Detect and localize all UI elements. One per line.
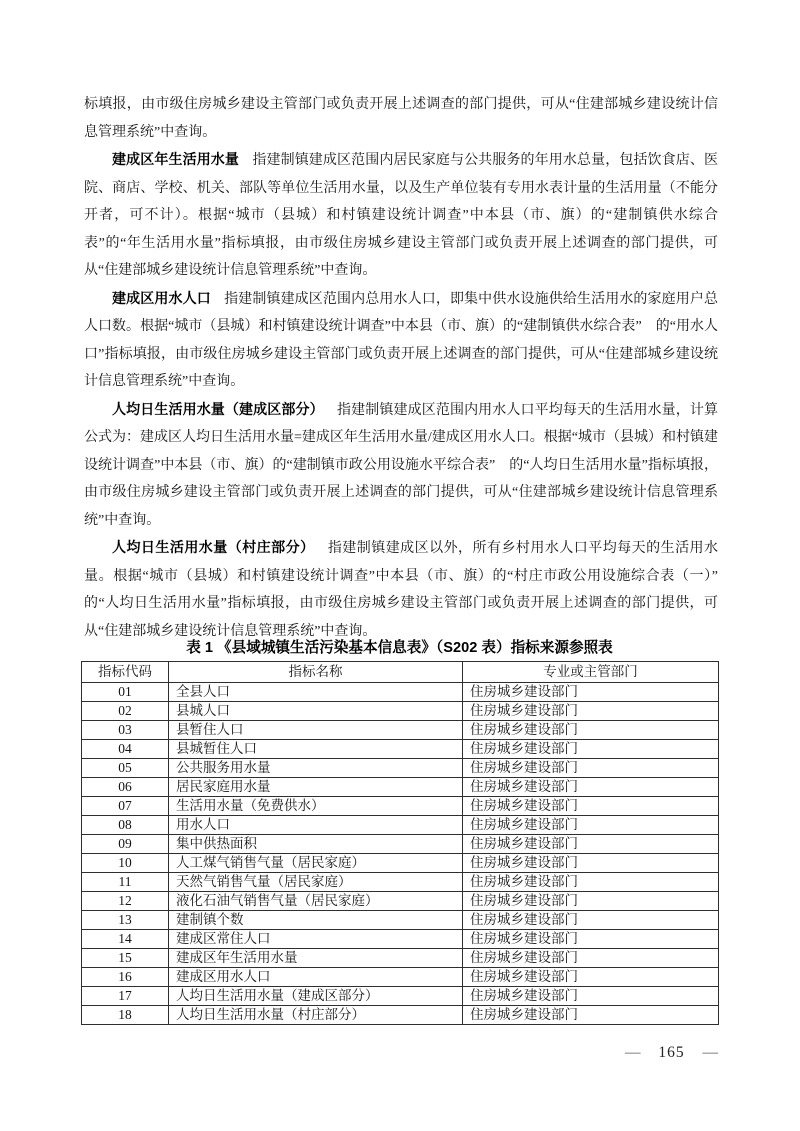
table-row bbox=[82, 721, 719, 740]
table-row bbox=[82, 854, 719, 873]
cell-code: 09 bbox=[82, 835, 169, 854]
table-body bbox=[82, 683, 719, 1025]
cell-dept: 住房城乡建设部门 bbox=[463, 835, 719, 854]
cell-code: 12 bbox=[82, 892, 169, 911]
paragraph-lead: 建成区用水人口 bbox=[112, 289, 211, 306]
cell-code: 17 bbox=[82, 987, 169, 1006]
cell-code: 13 bbox=[82, 911, 169, 930]
table-row bbox=[82, 740, 719, 759]
header-cell: 指标名称 bbox=[169, 662, 463, 683]
cell-dept: 住房城乡建设部门 bbox=[463, 683, 719, 702]
cell-code: 10 bbox=[82, 854, 169, 873]
table-row bbox=[82, 1006, 719, 1025]
cell-name: 居民家庭用水量 bbox=[169, 778, 463, 797]
paragraph-text: 指建制镇建成区范围内总用水人口，即集中供水设施供给生活用水的家庭用户总人口数。根据“城市（县城）和村镇建设统计调查”中本县（市、旗）的“建制镇供水综合表” 的“用水人口”指标填报，由市级住房城乡建设主管部门或负责开展上述调查的部门提供，可从“住建部城乡建设统计信息管理系统”中查询。 bbox=[84, 291, 719, 389]
header-cell: 专业或主管部门 bbox=[463, 662, 719, 683]
footer-dash-right: — bbox=[702, 1044, 718, 1061]
table-row bbox=[82, 835, 719, 854]
cell-code: 08 bbox=[82, 816, 169, 835]
cell-name: 县暂住人口 bbox=[169, 721, 463, 740]
paragraph-lead: 人均日生活用水量（村庄部分） bbox=[112, 539, 315, 555]
table-row bbox=[82, 702, 719, 721]
cell-dept: 住房城乡建设部门 bbox=[463, 873, 719, 892]
cell-dept: 住房城乡建设部门 bbox=[463, 949, 719, 968]
cell-name: 建成区年生活用水量 bbox=[169, 949, 463, 968]
table-row bbox=[82, 873, 719, 892]
cell-code: 06 bbox=[82, 778, 169, 797]
cell-code: 02 bbox=[82, 702, 169, 721]
cell-name: 公共服务用水量 bbox=[169, 759, 463, 778]
table-header-row bbox=[82, 662, 719, 683]
cell-dept: 住房城乡建设部门 bbox=[463, 816, 719, 835]
table-row bbox=[82, 968, 719, 987]
paragraph-lead: 建成区年生活用水量 bbox=[112, 151, 240, 167]
table-caption: 表 1 《县域城镇生活污染基本信息表》（S202 表）指标来源参照表 bbox=[186, 640, 613, 656]
table-block bbox=[81, 639, 718, 1025]
cell-dept: 住房城乡建设部门 bbox=[463, 759, 719, 778]
cell-name: 人均日生活用水量（建成区部分） bbox=[169, 987, 463, 1006]
paragraph-text: 指建制镇建成区范围内用水人口平均每天的生活用水量，计算公式为：建成区人均日生活用水量=建成区年生活用水量/建成区用水人口。根据“城市（县城）和村镇建设统计调查”中本县（市、旗）的“建制镇市政公用设施水平综合表” 的“人均日生活用水量”指标填报，由市级住房城乡建设主管部门或负责开展上述调查的部门提供，可从“住建部城乡建设统计信息管理系统”中查询。 bbox=[84, 402, 719, 528]
page-footer bbox=[84, 1044, 718, 1062]
paragraph-lead: 人均日生活用水量（建成区部分） bbox=[112, 400, 324, 417]
footer-dash-left: — bbox=[625, 1044, 641, 1061]
cell-dept: 住房城乡建设部门 bbox=[463, 930, 719, 949]
cell-name: 人工煤气销售气量（居民家庭） bbox=[169, 854, 463, 873]
table-row bbox=[82, 778, 719, 797]
paragraph bbox=[84, 91, 718, 146]
cell-dept: 住房城乡建设部门 bbox=[463, 778, 719, 797]
cell-dept: 住房城乡建设部门 bbox=[463, 797, 719, 816]
table-row bbox=[82, 683, 719, 702]
cell-name: 县城暂住人口 bbox=[169, 740, 463, 759]
indicator-source-table bbox=[81, 661, 719, 1025]
cell-code: 18 bbox=[82, 1006, 169, 1025]
cell-name: 县城人口 bbox=[169, 702, 463, 721]
body-text bbox=[84, 91, 732, 645]
cell-name: 人均日生活用水量（村庄部分） bbox=[169, 1006, 463, 1025]
cell-name: 建制镇个数 bbox=[169, 911, 463, 930]
table-row bbox=[82, 911, 719, 930]
cell-dept: 住房城乡建设部门 bbox=[463, 740, 719, 759]
cell-name: 天然气销售气量（居民家庭） bbox=[169, 873, 463, 892]
cell-code: 07 bbox=[82, 797, 169, 816]
paragraph bbox=[84, 285, 718, 396]
cell-code: 04 bbox=[82, 740, 169, 759]
table-row bbox=[82, 987, 719, 1006]
paragraph-text: 标填报，由市级住房城乡建设主管部门或负责开展上述调查的部门提供，可从“住建部城乡建设统计信息管理系统”中查询。 bbox=[84, 97, 718, 140]
table-row bbox=[82, 930, 719, 949]
cell-dept: 住房城乡建设部门 bbox=[463, 987, 719, 1006]
cell-code: 14 bbox=[82, 930, 169, 949]
cell-name: 用水人口 bbox=[169, 816, 463, 835]
cell-dept: 住房城乡建设部门 bbox=[463, 968, 719, 987]
page-number: 165 bbox=[658, 1044, 685, 1061]
cell-code: 01 bbox=[82, 683, 169, 702]
table-row bbox=[82, 949, 719, 968]
cell-name: 生活用水量（免费供水） bbox=[169, 797, 463, 816]
cell-name: 建成区用水人口 bbox=[169, 968, 463, 987]
cell-dept: 住房城乡建设部门 bbox=[463, 1006, 719, 1025]
cell-name: 集中供热面积 bbox=[169, 835, 463, 854]
cell-dept: 住房城乡建设部门 bbox=[463, 721, 719, 740]
table-row bbox=[82, 797, 719, 816]
paragraph bbox=[84, 396, 718, 535]
paragraph-text: 指建制镇建成区以外，所有乡村用水人口平均每天的生活用水量。根据“城市（县城）和村镇建设统计调查”中本县（市、旗）的“村庄市政公用设施综合表（一）” 的“人均日生活用水量”指标填报，由市级住房城乡建设主管部门或负责开展上述调查的部门提供，可从“住建部城乡建设统计信息管理系统”中查询。 bbox=[84, 541, 732, 639]
table-row bbox=[82, 759, 719, 778]
cell-name: 全县人口 bbox=[169, 683, 463, 702]
cell-name: 建成区常住人口 bbox=[169, 930, 463, 949]
table-row bbox=[82, 816, 719, 835]
cell-dept: 住房城乡建设部门 bbox=[463, 702, 719, 721]
paragraph bbox=[84, 146, 718, 285]
paragraph-text: 指建制镇建成区范围内居民家庭与公共服务的年用水总量，包括饮食店、医院、商店、学校、机关、部队等单位生活用水量，以及生产单位装有专用水表计量的生活用量（不能分开者，可不计）。根据“城市（县城）和村镇建设统计调查”中本县（市、旗）的“建制镇供水综合表”的“年生活用水量”指标填报，由市级住房城乡建设主管部门或负责开展上述调查的部门提供，可从“住建部城乡建设统计信息管理系统”中查询。 bbox=[84, 153, 719, 278]
cell-code: 15 bbox=[82, 949, 169, 968]
header-cell: 指标代码 bbox=[82, 662, 169, 683]
table-row bbox=[82, 892, 719, 911]
cell-dept: 住房城乡建设部门 bbox=[463, 911, 719, 930]
cell-code: 11 bbox=[82, 873, 169, 892]
cell-code: 05 bbox=[82, 759, 169, 778]
cell-dept: 住房城乡建设部门 bbox=[463, 854, 719, 873]
paragraph bbox=[84, 534, 732, 645]
cell-code: 03 bbox=[82, 721, 169, 740]
cell-name: 液化石油气销售气量（居民家庭） bbox=[169, 892, 463, 911]
cell-dept: 住房城乡建设部门 bbox=[463, 892, 719, 911]
cell-code: 16 bbox=[82, 968, 169, 987]
